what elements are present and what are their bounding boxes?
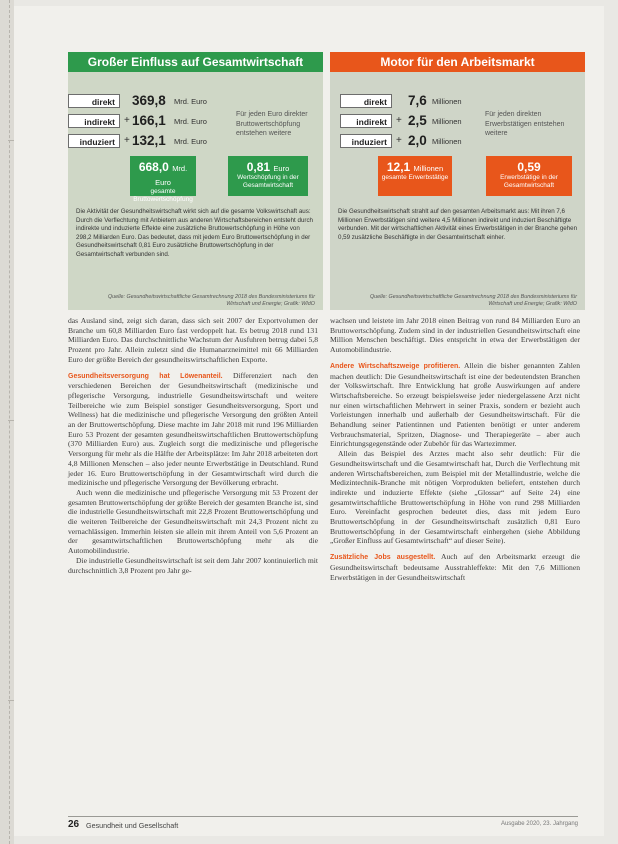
paragraph-text: Differenziert nach den verschiedenen Bereichen der Gesundheitswirtschaft (medizinische und pflegerische Versorgung, industrielle Gesundheitswirtschaft und weitere Teilbereiche wie zum Beispiel sonstiger Gesundheitsversorgung, Sport und Wellness) hat die medizinische und pflegerische Versorgung den größten Anteil an der Bruttowertschöpfung. Diese machte im Jahr 2018 mit rund 196 Milliarden Euro 53 Prozent der gesamten gesundheitswirtschaftlichen Bruttowertschöpfung (370 Milliarden Euro) aus. Zugleich sorgt die medizinische und pflegerische Versorgung für mehr als die Hälfte der Arbeitsplätze: Im Jahr 2018 arbeiteten dort 4,8 Millionen Menschen – also jeder neunte Erwerbstätige in Deutschland. Rund jeder 16. Euro Bruttowertschöpfung in der Gesamtwirtschaft wird durch die medizinische und pflegerische Versorgung der Bevölkerung erbracht.: [68, 370, 318, 488]
ratio-caption: Wertschöpfung in der Gesamtwirtschaft: [237, 174, 299, 189]
ratio-caption: Erwerbstätige in der Gesamtwirtschaft: [500, 174, 558, 189]
row-unit: Mrd. Euro: [174, 117, 207, 126]
row-indirekt: [68, 114, 228, 130]
subheading: Andere Wirtschaftszweige profitieren.: [330, 362, 461, 370]
row-unit: Millionen: [432, 97, 462, 106]
total-box: [130, 156, 196, 203]
paragraph: Die industrielle Gesundheitswirtschaft ist seit dem Jahr 2007 kontinuierlich mit durchschnittlich 3,8 Prozent pro Jahr ge-: [68, 555, 318, 575]
plus-sign: +: [124, 115, 130, 126]
total-unit: Mrd. Euro: [155, 164, 188, 187]
row-unit: Mrd. Euro: [174, 137, 207, 146]
chart-source: Quelle: Gesundheitswirtschaftliche Gesamtrechnung 2018 des Bundesministeriums für Wirtschaft und Energie; Grafik: WIdO: [369, 294, 577, 307]
paragraph: Auch wenn die medizinische und pflegerische Versorgung mit 53 Prozent der gesamten Bruttowertschöpfung der größte Bereich der gesamten Branche ist, sind die industrielle Gesundheitswirtschaft mit 22,8 Prozent Bruttowertschöpfung und die weiteren Teilbereiche der Gesundheitswirtschaft mit 24,3 Prozent nicht zu vernachlässigen. Immerhin leisten sie allein mit ihrem Anteil von 5,6 Prozent an der gesamtwirtschaftlichen Bruttowertschöpfung mehr als die Automobilindustrie.: [68, 487, 318, 556]
total-caption: gesamte Erwerbstätige: [381, 174, 449, 181]
infographic-employment: [330, 52, 585, 310]
page-number: 26: [68, 819, 80, 830]
binding-margin: [0, 0, 14, 844]
total-caption: gesamte Bruttowertschöpfung: [133, 188, 193, 203]
chart-title: Motor für den Arbeitsmarkt: [330, 52, 585, 72]
chart-source: Quelle: Gesundheitswirtschaftliche Gesamtrechnung 2018 des Bundesministeriums für Wirtschaft und Energie; Grafik: WIdO: [107, 294, 315, 307]
ratio-value: 0,59: [517, 160, 541, 174]
row-value: 166,1: [132, 113, 166, 128]
ratio-note: Für jeden Euro direkter Bruttowertschöpfung entstehen weitere: [236, 111, 308, 137]
total-value: 668,0: [138, 160, 169, 174]
row-induziert: [340, 134, 500, 150]
section-name: Gesundheit und Gesellschaft: [86, 821, 179, 830]
total-unit: Millionen: [413, 164, 444, 173]
tag-label: induziert: [68, 134, 120, 148]
ratio-unit: Euro: [273, 164, 290, 173]
total-box: [378, 156, 452, 196]
ratio-value: 0,81: [246, 160, 271, 174]
chart-title: Großer Einfluss auf Gesamtwirtschaft: [68, 52, 323, 72]
paragraph-text: Allein die bisher genannten Zahlen machen deutlich: Die Gesundheitswirtschaft ist eine der bedeutendsten Branchen der Volkswirtschaft. Ihre Entwicklung hat große Auswirkungen auf andere Wirtschaftsbereiche. So erzeugt beispielsweise jeder niedergelassene Arzt nicht nur einen wirtschaftlichen Mehrwert in seiner Praxis, sondern er bezieht auch Vorleistungen innerhalb und außerhalb der Gesundheitswirtschaft. Für die Behandlung seiner Patientinnen und Patienten benötigt er unter anderem Verbrauchsmaterial, Spritzen, Diagnose- und Therapiegeräte – aber auch Einrichtungsgegenstände oder Zubehör für das Wartezimmer.: [330, 360, 580, 449]
row-direkt: [340, 94, 500, 110]
row-unit: Mrd. Euro: [174, 97, 207, 106]
paragraph: [330, 552, 580, 582]
article-column-left: [68, 316, 318, 575]
page-footer: [68, 816, 578, 830]
plus-sign: +: [396, 115, 402, 126]
paragraph-text: Auch auf den Arbeitsmarkt erzeugt die Gesundheitswirtschaft bedeutsame Ausstrahleffekte: Mit den 7,6 Millionen Erwerbstätigen in der Gesundheitswirtschaft: [330, 552, 580, 582]
ratio-box: [486, 156, 572, 196]
ratio-box: [228, 156, 308, 196]
infographic-gross-value: [68, 52, 323, 310]
row-value: 369,8: [132, 93, 166, 108]
chart-description: Die Aktivität der Gesundheitswirtschaft wirkt sich auf die gesamte Volkswirtschaft aus: Durch die Verflechtung mit Anbietern aus anderen Wirtschaftsbereichen entsteht durch indirekte und induzierte Effekte eine zusätzliche Bruttowertschöpfung in Höhe von 298,2 Milliarden Euro. Das bedeutet, dass mit jedem Euro Bruttowertschöpfung in der Gesundheitswirtschaft 0,81 Euro zusätzliche Bruttowertschöpfung in der Gesamtwirtschaft verbunden sind.: [76, 208, 313, 258]
row-direkt: [68, 94, 228, 110]
paragraph: [330, 361, 580, 449]
ratio-note: Für jeden direkten Erwerbstätigen entstehen weitere: [485, 111, 565, 137]
row-unit: Millionen: [432, 137, 462, 146]
row-unit: Millionen: [432, 117, 462, 126]
article-column-right: [330, 316, 580, 582]
row-induziert: [68, 134, 228, 150]
tag-label: direkt: [68, 94, 120, 108]
tag-label: indirekt: [68, 114, 120, 128]
tag-label: indirekt: [340, 114, 392, 128]
chart-description: Die Gesundheitswirtschaft strahlt auf den gesamten Arbeitsmarkt aus: Mit ihren 7,6 Millionen Erwerbstätigen sind weitere 4,5 Millionen indirekt und induziert Beschäftigte verbunden. Mit der wirtschaftlichen Aktivität eines Erwerbstätigen in der Branche gehen 0,59 zusätzliche Beschäftigte in der Gesamtwirtschaft einher.: [338, 208, 578, 241]
paragraph: wachsen und leistete im Jahr 2018 einen Beitrag von rund 84 Milliarden Euro an Bruttowertschöpfung. Zudem sind in der industriellen Gesundheitswirtschaft eine Million Menschen beschäftigt. Dies entspricht in etwa der Erwerbstätigen der Automobilindustrie.: [330, 316, 580, 355]
row-indirekt: [340, 114, 500, 130]
subheading: Gesundheitsversorgung hat Löwenanteil.: [68, 372, 223, 380]
subheading: Zusätzliche Jobs ausgestellt.: [330, 554, 436, 562]
total-value: 12,1: [386, 160, 411, 174]
row-value: 2,5: [408, 113, 427, 128]
tag-label: induziert: [340, 134, 392, 148]
paragraph: [68, 371, 318, 488]
plus-sign: +: [396, 135, 402, 146]
paragraph: das Ausland sind, zeigt sich daran, dass sich seit 2007 der Exportvolumen der Branche um 60,8 Milliarden Euro fast verdoppelt hat. Es betrug 2018 rund 131 Milliarden Euro. Das durchschnittliche Wachstum der Ausfuhren betrug dabei 5,8 Prozent pro Jahr. Allein zuletzt sind die Humanarzneimittel mit 66 Milliarden Euro der größte Bereich der gesundheitswirtschaftlichen Exporte.: [68, 316, 318, 364]
issue-info: Ausgabe 2020, 23. Jahrgang: [500, 821, 578, 827]
plus-sign: +: [124, 135, 130, 146]
tag-label: direkt: [340, 94, 392, 108]
paragraph: Allein das Beispiel des Arztes macht also sehr deutlich: Für die Gesundheitswirtschaft und die Gesamtwirtschaft hat, Durch die Verflechtung mit anderen Wirtschaftsbereichen, zum Beispiel mit der Metallindustrie, welche die Medizintechnik-Branche mit nötigen Vorprodukten beliefert, entstehen durch indirekte und induzierte Effekte (siehe „Glossar“ auf Seite 24) eine gesamtwirtschaftliche Bruttowertschöpfung in Höhe von rund 298 Milliarden Euro. Vereinfacht gesprochen bedeutet dies, dass mit jedem Euro Bruttowertschöpfung in der Gesundheitswirtschaft zusätzlich 0,81 Euro Bruttowertschöpfung in der Gesamtwirtschaft einhergehen (siehe Abbildung „Großer Einfluss auf Gesamtwirtschaft“ auf dieser Seite).: [330, 449, 580, 546]
row-value: 2,0: [408, 133, 427, 148]
row-value: 132,1: [132, 133, 166, 148]
row-value: 7,6: [408, 93, 427, 108]
